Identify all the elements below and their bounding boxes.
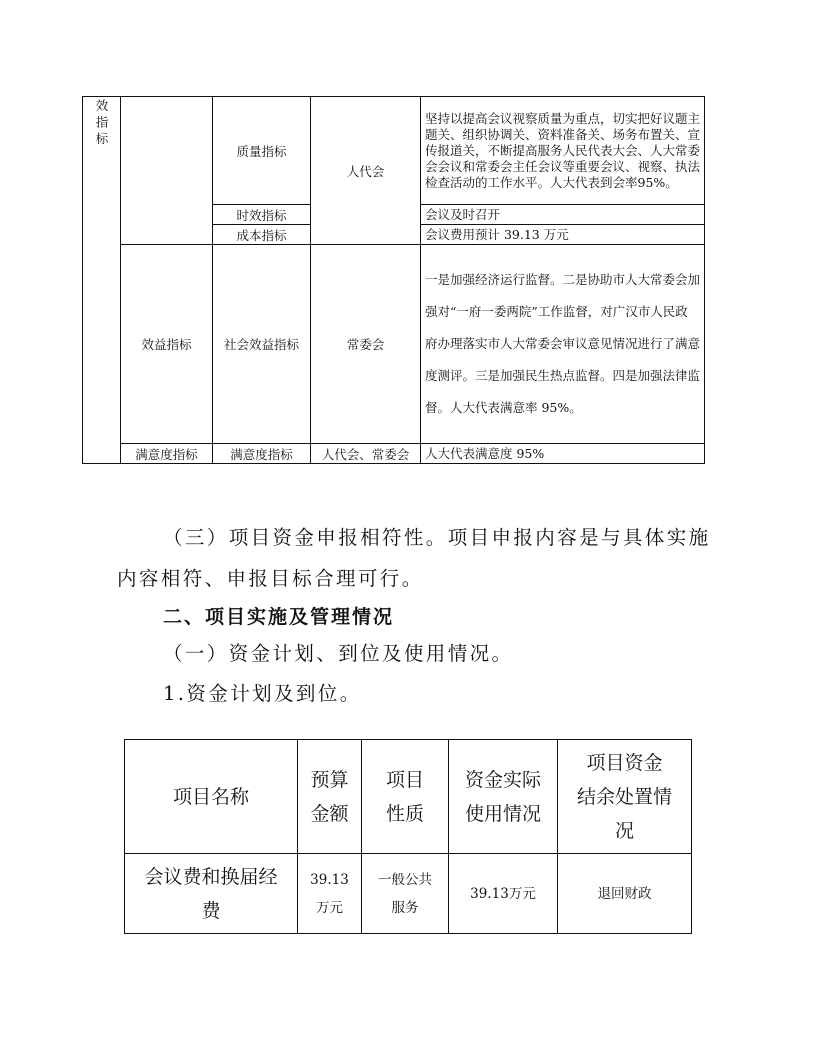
benefit-subject: 常委会 bbox=[311, 245, 421, 444]
quality-indicator-label: 质量指标 bbox=[213, 97, 311, 205]
benefit-level1: 效益指标 bbox=[121, 245, 213, 444]
section-heading: 二、项目实施及管理情况 bbox=[163, 606, 395, 628]
quality-indicator-desc: 坚持以提高会议视察质量为重点，切实把好议题主题关、组织协调关、资料准备关、场务布置关、宣传报道关，不断提高服务人民代表大会、人大常委会会议和常委会主任会议等重要会议、视察、执法检查活动的工作水平。人大代表到会率95%。 bbox=[421, 97, 705, 205]
cost-indicator-label: 成本指标 bbox=[213, 225, 311, 245]
satisfaction-level1: 满意度指标 bbox=[121, 444, 213, 464]
row-budget: 39.13 万元 bbox=[298, 854, 362, 934]
header-nature: 项目 性质 bbox=[362, 740, 449, 854]
cost-indicator-desc: 会议费用预计 39.13 万元 bbox=[421, 225, 705, 245]
row-balance-disposal: 退回财政 bbox=[558, 854, 692, 934]
subsection-item: 1.资金计划及到位。 bbox=[163, 682, 362, 705]
quality-subject: 人代会 bbox=[311, 97, 421, 245]
satisfaction-level2: 满意度指标 bbox=[213, 444, 311, 464]
timeliness-indicator-desc: 会议及时召开 bbox=[421, 205, 705, 225]
header-actual-use: 资金实际 使用情况 bbox=[449, 740, 558, 854]
row-project-name: 会议费和换届经 费 bbox=[125, 854, 298, 934]
fund-plan-table bbox=[124, 739, 692, 934]
paragraph-line: （三）项目资金申报相符性。项目申报内容是与具体实施 bbox=[163, 526, 711, 549]
subsection-heading: （一）资金计划、到位及使用情况。 bbox=[163, 642, 514, 665]
header-project-name: 项目名称 bbox=[125, 740, 298, 854]
benefit-desc: 一是加强经济运行监督。二是协助市人大常委会加强对“一府一委两院”工作监督，对广汉市人民政府办理落实市人大常委会审议意见情况进行了满意度测评。三是加强民生热点监督。四是加强法律监督。人大代表满意率 95%。 bbox=[421, 245, 705, 444]
row-nature: 一般公共 服务 bbox=[362, 854, 449, 934]
indicator-category-label: 效指标 bbox=[94, 99, 109, 149]
satisfaction-subject: 人代会、常委会 bbox=[311, 444, 421, 464]
paragraph-line: 内容相符、申报目标合理可行。 bbox=[117, 567, 424, 590]
header-budget: 预算 金额 bbox=[298, 740, 362, 854]
timeliness-indicator-label: 时效指标 bbox=[213, 205, 311, 225]
output-indicator-cell bbox=[121, 97, 213, 245]
performance-indicator-table bbox=[82, 96, 705, 464]
satisfaction-desc: 人大代表满意度 95% bbox=[421, 444, 705, 464]
benefit-level2: 社会效益指标 bbox=[213, 245, 311, 444]
table-row bbox=[125, 854, 692, 934]
header-balance-disposal: 项目资金 结余处置情 况 bbox=[558, 740, 692, 854]
row-actual-use: 39.13万元 bbox=[449, 854, 558, 934]
indicator-category-cell bbox=[83, 97, 121, 464]
